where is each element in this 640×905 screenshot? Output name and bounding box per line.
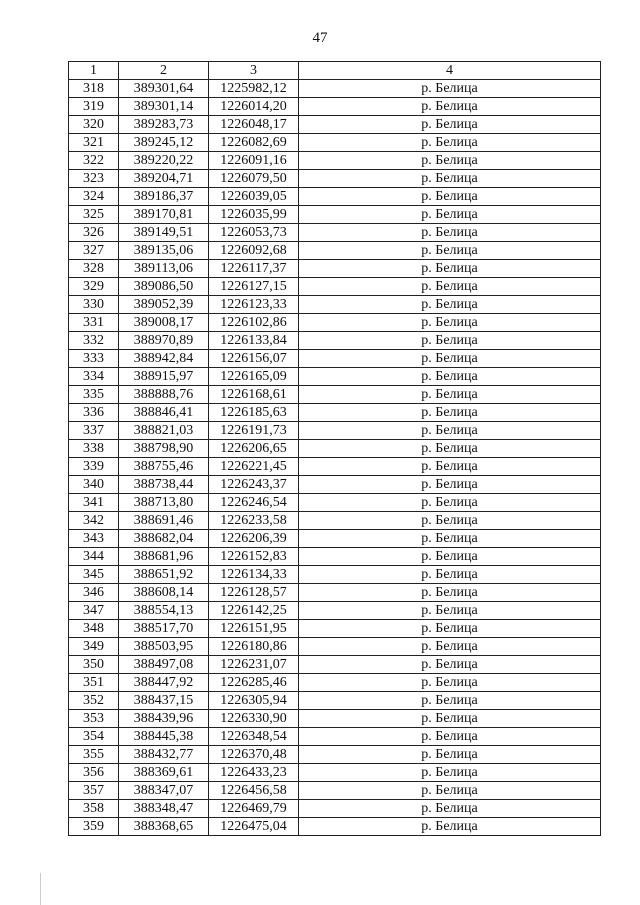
river-name-cell: р. Белица — [299, 422, 601, 440]
point-number-cell: 356 — [69, 764, 119, 782]
river-name-cell: р. Белица — [299, 728, 601, 746]
y-coordinate-cell: 1226330,90 — [209, 710, 299, 728]
y-coordinate-cell: 1226191,73 — [209, 422, 299, 440]
table-row — [69, 404, 601, 422]
x-coordinate-cell: 389149,51 — [119, 224, 209, 242]
river-name-cell: р. Белица — [299, 710, 601, 728]
table-row — [69, 674, 601, 692]
table-row — [69, 98, 601, 116]
table-row — [69, 278, 601, 296]
x-coordinate-cell: 388497,08 — [119, 656, 209, 674]
y-coordinate-cell: 1226079,50 — [209, 170, 299, 188]
river-name-cell: р. Белица — [299, 584, 601, 602]
y-coordinate-cell: 1226092,68 — [209, 242, 299, 260]
point-number-cell: 333 — [69, 350, 119, 368]
x-coordinate-cell: 389301,64 — [119, 80, 209, 98]
point-number-cell: 350 — [69, 656, 119, 674]
y-coordinate-cell: 1226142,25 — [209, 602, 299, 620]
river-name-cell: р. Белица — [299, 134, 601, 152]
x-coordinate-cell: 389052,39 — [119, 296, 209, 314]
x-coordinate-cell: 389086,50 — [119, 278, 209, 296]
point-number-cell: 328 — [69, 260, 119, 278]
river-name-cell: р. Белица — [299, 314, 601, 332]
x-coordinate-cell: 388368,65 — [119, 818, 209, 836]
point-number-cell: 346 — [69, 584, 119, 602]
y-coordinate-cell: 1226456,58 — [209, 782, 299, 800]
table-row — [69, 782, 601, 800]
river-name-cell: р. Белица — [299, 350, 601, 368]
table-row — [69, 530, 601, 548]
point-number-cell: 325 — [69, 206, 119, 224]
river-name-cell: р. Белица — [299, 818, 601, 836]
river-name-cell: р. Белица — [299, 278, 601, 296]
table-row — [69, 764, 601, 782]
point-number-cell: 321 — [69, 134, 119, 152]
table-row — [69, 818, 601, 836]
river-name-cell: р. Белица — [299, 656, 601, 674]
y-coordinate-cell: 1226206,65 — [209, 440, 299, 458]
table-row — [69, 494, 601, 512]
point-number-cell: 358 — [69, 800, 119, 818]
y-coordinate-cell: 1226102,86 — [209, 314, 299, 332]
y-coordinate-cell: 1226048,17 — [209, 116, 299, 134]
table-row — [69, 602, 601, 620]
y-coordinate-cell: 1226165,09 — [209, 368, 299, 386]
river-name-cell: р. Белица — [299, 188, 601, 206]
x-coordinate-cell: 389135,06 — [119, 242, 209, 260]
y-coordinate-cell: 1226123,33 — [209, 296, 299, 314]
river-name-cell: р. Белица — [299, 530, 601, 548]
y-coordinate-cell: 1226370,48 — [209, 746, 299, 764]
table-row — [69, 116, 601, 134]
table-row — [69, 746, 601, 764]
point-number-cell: 336 — [69, 404, 119, 422]
table-row — [69, 440, 601, 458]
point-number-cell: 348 — [69, 620, 119, 638]
table-row — [69, 368, 601, 386]
table-row — [69, 566, 601, 584]
y-coordinate-cell: 1226035,99 — [209, 206, 299, 224]
river-name-cell: р. Белица — [299, 548, 601, 566]
table-row — [69, 386, 601, 404]
point-number-cell: 345 — [69, 566, 119, 584]
table-row — [69, 296, 601, 314]
x-coordinate-cell: 388942,84 — [119, 350, 209, 368]
point-number-cell: 324 — [69, 188, 119, 206]
x-coordinate-cell: 388437,15 — [119, 692, 209, 710]
x-coordinate-cell: 388503,95 — [119, 638, 209, 656]
table-row — [69, 692, 601, 710]
river-name-cell: р. Белица — [299, 800, 601, 818]
header-col-3: 3 — [209, 62, 299, 80]
table-row — [69, 656, 601, 674]
x-coordinate-cell: 388798,90 — [119, 440, 209, 458]
river-name-cell: р. Белица — [299, 440, 601, 458]
river-name-cell: р. Белица — [299, 368, 601, 386]
x-coordinate-cell: 388691,46 — [119, 512, 209, 530]
x-coordinate-cell: 388432,77 — [119, 746, 209, 764]
river-name-cell: р. Белица — [299, 746, 601, 764]
y-coordinate-cell: 1226151,95 — [209, 620, 299, 638]
y-coordinate-cell: 1226180,86 — [209, 638, 299, 656]
river-name-cell: р. Белица — [299, 638, 601, 656]
point-number-cell: 337 — [69, 422, 119, 440]
river-name-cell: р. Белица — [299, 152, 601, 170]
point-number-cell: 352 — [69, 692, 119, 710]
x-coordinate-cell: 389301,14 — [119, 98, 209, 116]
point-number-cell: 357 — [69, 782, 119, 800]
river-name-cell: р. Белица — [299, 494, 601, 512]
y-coordinate-cell: 1226475,04 — [209, 818, 299, 836]
margin-line — [40, 873, 41, 905]
point-number-cell: 349 — [69, 638, 119, 656]
table-row — [69, 512, 601, 530]
table-row — [69, 314, 601, 332]
point-number-cell: 331 — [69, 314, 119, 332]
y-coordinate-cell: 1226233,58 — [209, 512, 299, 530]
river-name-cell: р. Белица — [299, 332, 601, 350]
y-coordinate-cell: 1226221,45 — [209, 458, 299, 476]
point-number-cell: 338 — [69, 440, 119, 458]
y-coordinate-cell: 1226243,37 — [209, 476, 299, 494]
x-coordinate-cell: 389170,81 — [119, 206, 209, 224]
table-row — [69, 422, 601, 440]
river-name-cell: р. Белица — [299, 512, 601, 530]
point-number-cell: 353 — [69, 710, 119, 728]
point-number-cell: 320 — [69, 116, 119, 134]
table-row — [69, 638, 601, 656]
point-number-cell: 359 — [69, 818, 119, 836]
y-coordinate-cell: 1225982,12 — [209, 80, 299, 98]
x-coordinate-cell: 389204,71 — [119, 170, 209, 188]
y-coordinate-cell: 1226133,84 — [209, 332, 299, 350]
table-row — [69, 332, 601, 350]
x-coordinate-cell: 388713,80 — [119, 494, 209, 512]
point-number-cell: 355 — [69, 746, 119, 764]
x-coordinate-cell: 389220,22 — [119, 152, 209, 170]
river-name-cell: р. Белица — [299, 296, 601, 314]
river-name-cell: р. Белица — [299, 242, 601, 260]
table-header-row — [69, 62, 601, 80]
point-number-cell: 354 — [69, 728, 119, 746]
x-coordinate-cell: 389113,06 — [119, 260, 209, 278]
river-name-cell: р. Белица — [299, 206, 601, 224]
x-coordinate-cell: 389186,37 — [119, 188, 209, 206]
x-coordinate-cell: 388554,13 — [119, 602, 209, 620]
point-number-cell: 351 — [69, 674, 119, 692]
table-row — [69, 134, 601, 152]
point-number-cell: 326 — [69, 224, 119, 242]
table-row — [69, 224, 601, 242]
table-row — [69, 152, 601, 170]
x-coordinate-cell: 388888,76 — [119, 386, 209, 404]
point-number-cell: 322 — [69, 152, 119, 170]
y-coordinate-cell: 1226039,05 — [209, 188, 299, 206]
river-name-cell: р. Белица — [299, 674, 601, 692]
y-coordinate-cell: 1226246,54 — [209, 494, 299, 512]
table-row — [69, 206, 601, 224]
river-name-cell: р. Белица — [299, 98, 601, 116]
table-row — [69, 242, 601, 260]
table-row — [69, 188, 601, 206]
coordinates-table — [68, 61, 601, 836]
y-coordinate-cell: 1226469,79 — [209, 800, 299, 818]
y-coordinate-cell: 1226117,37 — [209, 260, 299, 278]
table-row — [69, 584, 601, 602]
river-name-cell: р. Белица — [299, 692, 601, 710]
x-coordinate-cell: 388348,47 — [119, 800, 209, 818]
point-number-cell: 335 — [69, 386, 119, 404]
x-coordinate-cell: 388915,97 — [119, 368, 209, 386]
table-row — [69, 476, 601, 494]
y-coordinate-cell: 1226156,07 — [209, 350, 299, 368]
y-coordinate-cell: 1226433,23 — [209, 764, 299, 782]
point-number-cell: 327 — [69, 242, 119, 260]
river-name-cell: р. Белица — [299, 260, 601, 278]
y-coordinate-cell: 1226014,20 — [209, 98, 299, 116]
y-coordinate-cell: 1226185,63 — [209, 404, 299, 422]
table-row — [69, 620, 601, 638]
page-number: 47 — [312, 30, 328, 46]
y-coordinate-cell: 1226285,46 — [209, 674, 299, 692]
river-name-cell: р. Белица — [299, 404, 601, 422]
header-col-4: 4 — [299, 62, 601, 80]
x-coordinate-cell: 389245,12 — [119, 134, 209, 152]
x-coordinate-cell: 388439,96 — [119, 710, 209, 728]
x-coordinate-cell: 388846,41 — [119, 404, 209, 422]
x-coordinate-cell: 388682,04 — [119, 530, 209, 548]
point-number-cell: 318 — [69, 80, 119, 98]
point-number-cell: 329 — [69, 278, 119, 296]
table-row — [69, 800, 601, 818]
river-name-cell: р. Белица — [299, 170, 601, 188]
river-name-cell: р. Белица — [299, 116, 601, 134]
x-coordinate-cell: 388445,38 — [119, 728, 209, 746]
river-name-cell: р. Белица — [299, 764, 601, 782]
point-number-cell: 344 — [69, 548, 119, 566]
point-number-cell: 334 — [69, 368, 119, 386]
point-number-cell: 343 — [69, 530, 119, 548]
point-number-cell: 347 — [69, 602, 119, 620]
x-coordinate-cell: 388608,14 — [119, 584, 209, 602]
y-coordinate-cell: 1226091,16 — [209, 152, 299, 170]
river-name-cell: р. Белица — [299, 476, 601, 494]
point-number-cell: 330 — [69, 296, 119, 314]
point-number-cell: 323 — [69, 170, 119, 188]
river-name-cell: р. Белица — [299, 224, 601, 242]
river-name-cell: р. Белица — [299, 566, 601, 584]
table-row — [69, 170, 601, 188]
point-number-cell: 319 — [69, 98, 119, 116]
x-coordinate-cell: 388447,92 — [119, 674, 209, 692]
x-coordinate-cell: 388517,70 — [119, 620, 209, 638]
header-col-1: 1 — [69, 62, 119, 80]
y-coordinate-cell: 1226348,54 — [209, 728, 299, 746]
river-name-cell: р. Белица — [299, 602, 601, 620]
x-coordinate-cell: 389008,17 — [119, 314, 209, 332]
river-name-cell: р. Белица — [299, 620, 601, 638]
point-number-cell: 340 — [69, 476, 119, 494]
table-row — [69, 80, 601, 98]
x-coordinate-cell: 388347,07 — [119, 782, 209, 800]
x-coordinate-cell: 388755,46 — [119, 458, 209, 476]
table-row — [69, 458, 601, 476]
table-row — [69, 710, 601, 728]
point-number-cell: 341 — [69, 494, 119, 512]
point-number-cell: 342 — [69, 512, 119, 530]
x-coordinate-cell: 388970,89 — [119, 332, 209, 350]
y-coordinate-cell: 1226128,57 — [209, 584, 299, 602]
x-coordinate-cell: 388681,96 — [119, 548, 209, 566]
table-row — [69, 260, 601, 278]
river-name-cell: р. Белица — [299, 458, 601, 476]
table-body — [69, 80, 601, 836]
y-coordinate-cell: 1226206,39 — [209, 530, 299, 548]
river-name-cell: р. Белица — [299, 80, 601, 98]
y-coordinate-cell: 1226168,61 — [209, 386, 299, 404]
table-row — [69, 548, 601, 566]
x-coordinate-cell: 389283,73 — [119, 116, 209, 134]
river-name-cell: р. Белица — [299, 782, 601, 800]
x-coordinate-cell: 388369,61 — [119, 764, 209, 782]
x-coordinate-cell: 388821,03 — [119, 422, 209, 440]
river-name-cell: р. Белица — [299, 386, 601, 404]
point-number-cell: 339 — [69, 458, 119, 476]
x-coordinate-cell: 388651,92 — [119, 566, 209, 584]
table-row — [69, 350, 601, 368]
y-coordinate-cell: 1226231,07 — [209, 656, 299, 674]
y-coordinate-cell: 1226082,69 — [209, 134, 299, 152]
header-col-2: 2 — [119, 62, 209, 80]
y-coordinate-cell: 1226305,94 — [209, 692, 299, 710]
table-row — [69, 728, 601, 746]
y-coordinate-cell: 1226152,83 — [209, 548, 299, 566]
y-coordinate-cell: 1226053,73 — [209, 224, 299, 242]
point-number-cell: 332 — [69, 332, 119, 350]
y-coordinate-cell: 1226127,15 — [209, 278, 299, 296]
x-coordinate-cell: 388738,44 — [119, 476, 209, 494]
y-coordinate-cell: 1226134,33 — [209, 566, 299, 584]
